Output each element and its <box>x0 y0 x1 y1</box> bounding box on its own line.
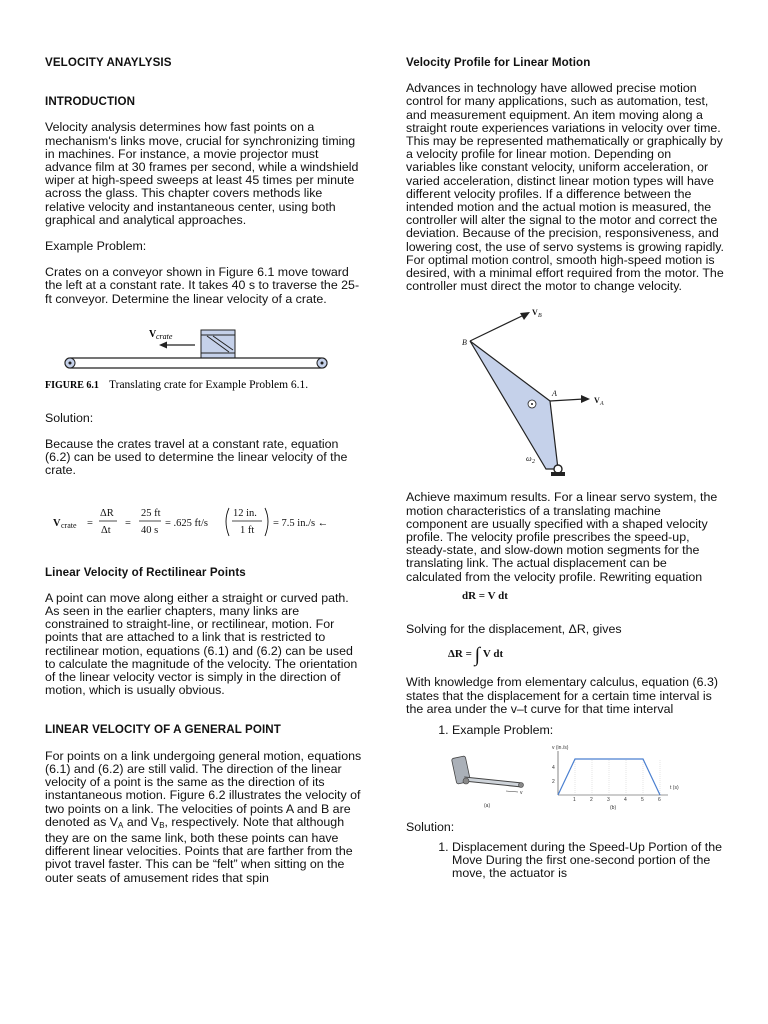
svg-text:= .625 ft/s: = .625 ft/s <box>165 517 208 529</box>
svg-text:B: B <box>538 313 542 320</box>
svg-text:t (s): t (s) <box>670 785 679 792</box>
example-paragraph: Crates on a conveyor shown in Figure 6.1 move toward the left at a constant rate. It takes 40 s to traverse the 25-ft conveyor. Determine the linear velocity of a crate. <box>45 265 360 306</box>
pivot <box>554 465 562 473</box>
left-column <box>45 56 363 885</box>
introduction-paragraph: Velocity analysis determines how fast points on a mechanism's links move, crucial for synchronizing timing in machines. For instance, a movie projector must advance film at 30 frames per second, while a windshield wiper at high-speed sweeps at least 45 times per minute across the glass. This chapter covers methods like relative velocity and instantaneous center, using both graphical and analytical approaches. <box>45 120 359 227</box>
solution-list <box>406 841 724 881</box>
link-velocity-figure <box>406 305 724 485</box>
general-point-paragraph: For points on a link undergoing general motion, equations (6.1) and (6.2) are still valid. The direction of the linear velocity of a point is the same as the direction of its instantaneous motion. Figure 6.2 illustrates the velocity of two points on a link. The velocities of points A and B are denoted as $V_A$ and $V_B$, respectively. Note that although they are on the same link, both these points can have different linear velocities. Points that are farther from the pivot travel faster. This can be “felt” when sitting on the outer seats of amusement rides that spin <box>45 748 362 885</box>
svg-text:v (in./s): v (in./s) <box>552 745 569 752</box>
v-crate-sub: crate <box>156 331 173 341</box>
svg-text:1 ft: 1 ft <box>240 524 255 536</box>
example-list <box>406 724 724 737</box>
velocity-profile-heading: Velocity Profile for Linear Motion <box>406 56 591 69</box>
differential-equation: dR = V dt <box>462 589 508 602</box>
svg-text:(b): (b) <box>610 805 617 812</box>
conveyor-figure <box>45 322 363 422</box>
svg-text:=: = <box>87 517 93 529</box>
integral-equation: ΔR = ∫ V dt <box>448 644 504 667</box>
rectilinear-heading: Linear Velocity of Rectilinear Points <box>45 565 246 579</box>
list-item: 1. Example Problem: <box>452 724 724 737</box>
rectilinear-paragraph: A point can move along either a straight or curved path. As seen in the earlier chapters, many links are constrained to straight-line, or rectilinear, motion. For points that are attached to a link that is restricted to rectilinear motion, equations (6.1) and (6.2) can be used to calculate the magnitude of the velocity. The orientation of the linear velocity vector is simply in the direction of motion, which is usually obvious. <box>45 590 358 698</box>
right-column <box>406 56 724 880</box>
introduction-heading: INTRODUCTION <box>45 95 136 109</box>
svg-text:2: 2 <box>532 459 535 466</box>
svg-text:3: 3 <box>607 797 610 804</box>
svg-text:ω: ω <box>526 454 532 464</box>
solving-paragraph: Solving for the displacement, ΔR, gives <box>406 622 622 637</box>
velocity-arrow-head <box>159 341 167 348</box>
list-item: 1. Displacement during the Speed-Up Portion of the Move During the first one-second portion of the move, the actuator is <box>452 841 724 881</box>
general-point-heading: LINEAR VELOCITY OF A GENERAL POINT <box>45 723 281 737</box>
link-body <box>470 341 558 469</box>
svg-text:Δt: Δt <box>101 524 111 536</box>
svg-text:40 s: 40 s <box>141 524 159 536</box>
solution-paragraph: Because the crates travel at a constant rate, equation (6.2) can be used to determine the linear velocity of the crate. <box>45 437 348 478</box>
figure-caption-bold: FIGURE 6.1 <box>45 379 99 391</box>
svg-text:v: v <box>520 790 523 797</box>
svg-text:25 ft: 25 ft <box>141 507 161 519</box>
svg-text:=: = <box>125 517 131 529</box>
svg-text:crate: crate <box>61 520 77 530</box>
figure-caption-text: Translating crate for Example Problem 6.1. <box>109 378 309 391</box>
actuator-drawing <box>451 756 523 809</box>
velocity-equation <box>45 502 363 542</box>
v-crate-label: V <box>149 328 157 340</box>
svg-text:4: 4 <box>552 765 555 772</box>
svg-text:V: V <box>532 308 538 318</box>
svg-text:6: 6 <box>658 797 661 804</box>
svg-text:A: A <box>552 389 557 399</box>
svg-text:(a): (a) <box>484 803 491 810</box>
svg-text:A: A <box>600 401 604 408</box>
svg-text:V: V <box>594 396 600 406</box>
velocity-profile-graph <box>552 745 679 811</box>
svg-text:5: 5 <box>641 797 644 804</box>
svg-text:2: 2 <box>552 779 555 786</box>
svg-text:B: B <box>462 338 467 348</box>
solution-label: Solution: <box>45 410 94 425</box>
svg-text:= 7.5 in./s ←: = 7.5 in./s ← <box>273 517 329 529</box>
svg-text:2: 2 <box>590 797 593 804</box>
actuator-velocity-figure <box>406 745 724 811</box>
velocity-profile-paragraph: Advances in technology have allowed precise motion control for many applications, such as automation, test, and measurement equipment. An item moving along a straight route experiences variations in velocity over time. This may be represented mathematically or graphically by a velocity profile for linear motion. Depending on variables like constant velocity, uniform acceleration, or varied acceleration, distinct linear motion types will have different velocity profiles. If a difference between the intended motion and the actual motion is measured, the controller will alter the signal to the motor and correct the deviation. Because of the precision, responsiveness, and lowering cost, the use of servo systems is growing rapidly. For optimal motion control, smooth high-speed motion is desired, with a minimal effort required from the motor. The controller must direct the motor to change velocity. <box>406 81 724 294</box>
calculus-paragraph: With knowledge from elementary calculus, equation (6.3) states that the displacement for a certain time interval is the area under the v–t curve for that time interval <box>406 675 718 716</box>
svg-text:4: 4 <box>624 797 627 804</box>
svg-text:V: V <box>53 517 61 529</box>
conveyor-belt <box>65 358 327 368</box>
example-label: Example Problem: <box>45 239 147 254</box>
svg-text:12 in.: 12 in. <box>233 507 257 519</box>
document-title: VELOCITY ANAYLYSIS <box>45 56 172 69</box>
svg-text:1: 1 <box>573 797 576 804</box>
achieve-paragraph: Achieve maximum results. For a linear servo system, the motion characteristics of a translating machine component are usually specified with a shaped velocity profile. The velocity profile prescribes the speed-up, steady-state, and slow-down motion segments for the translating link. The actual displacement can be calculated from the velocity profile. Rewriting equation <box>406 490 718 584</box>
svg-text:ΔR: ΔR <box>100 507 114 519</box>
solution-label-right: Solution: <box>406 820 455 835</box>
